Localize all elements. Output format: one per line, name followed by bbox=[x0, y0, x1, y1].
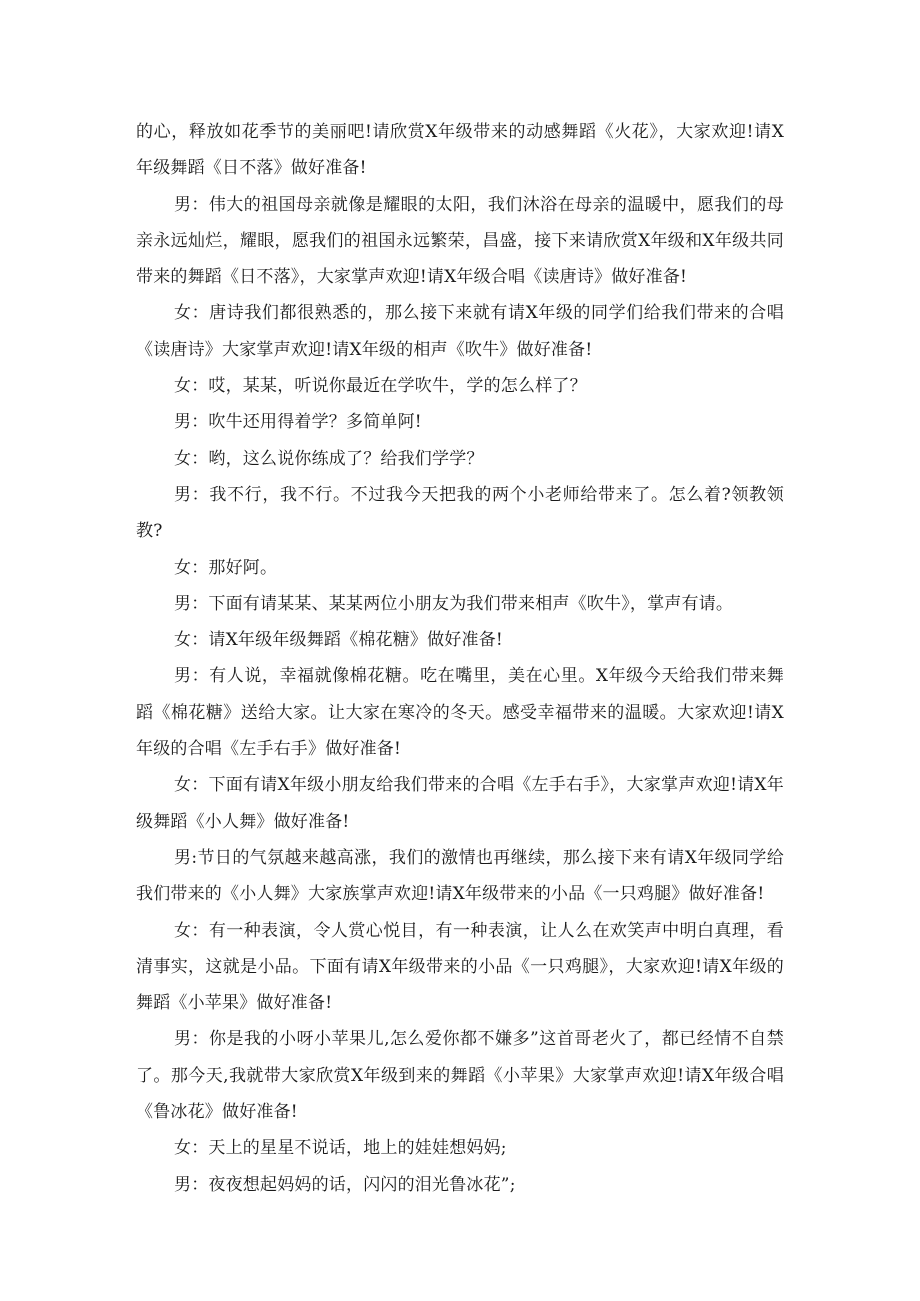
paragraph-13: 女：有一种表演，令人赏心悦目，有一种表演，让人么在欢笑声中明白真理，看清事实，这就是小品。下面有请X年级带来的小品《一只鸡腿》，大家欢迎!请X年级的舞蹈《小苹果》做好准备! bbox=[136, 920, 784, 1014]
paragraph-7: 女：那好阿。 bbox=[174, 557, 278, 578]
paragraph-3: 女：哎，某某，听说你最近在学吹牛，学的怎么样了？ bbox=[174, 376, 587, 397]
paragraph-14: 男：你是我的小呀小苹果儿,怎么爱你都不嫌多”这首哥老火了，都已经情不自禁了。那今天,我就带大家欣赏X年级到来的舞蹈《小苹果》大家掌声欢迎!请X年级合唱《鲁冰花》做好准备! bbox=[136, 1029, 784, 1123]
paragraph-15: 女：天上的星星不说话，地上的娃娃想妈妈; bbox=[174, 1138, 507, 1159]
paragraph-10: 男：有人说，幸福就像棉花糖。吃在嘴里，美在心里。X年级今天给我们带来舞蹈《棉花糖》送给大家。让大家在寒冷的冬天。感受幸福带来的温暖。大家欢迎!请X年级的合唱《左手右手》做好准备! bbox=[136, 666, 784, 760]
paragraph-5: 女：哟，这么说你练成了？给我们学学？ bbox=[174, 448, 484, 469]
paragraph-8: 男：下面有请某某、某某两位小朋友为我们带来相声《吹牛》，掌声有请。 bbox=[174, 593, 734, 614]
paragraph-2: 女：唐诗我们都很熟悉的，那么接下来就有请X年级的同学们给我们带来的合唱《读唐诗》大家掌声欢迎!请X年级的相声《吹牛》做好准备! bbox=[136, 303, 784, 360]
document-body bbox=[136, 114, 784, 1203]
paragraph-0: 的心，释放如花季节的美丽吧!请欣赏X年级带来的动感舞蹈《火花》，大家欢迎!请X年级舞蹈《日不落》做好准备! bbox=[136, 122, 784, 179]
paragraph-4: 男：吹牛还用得着学？多简单阿! bbox=[174, 412, 422, 433]
paragraph-1: 男：伟大的祖国母亲就像是耀眼的太阳，我们沐浴在母亲的温暖中，愿我们的母亲永远灿烂，耀眼，愿我们的祖国永远繁荣，昌盛，接下来请欣赏X年级和X年级共同带来的舞蹈《日不落》，大家掌声欢迎!请X年级合唱《读唐诗》做好准备! bbox=[136, 194, 784, 288]
paragraph-9: 女：请X年级年级舞蹈《棉花糖》做好准备! bbox=[174, 630, 503, 651]
paragraph-11: 女：下面有请X年级小朋友给我们带来的合唱《左手右手》，大家掌声欢迎!请X年级舞蹈《小人舞》做好准备! bbox=[136, 775, 784, 832]
paragraph-6: 男：我不行，我不行。不过我今天把我的两个小老师给带来了。怎么着?领教领教? bbox=[136, 484, 784, 542]
paragraph-12: 男:节日的气氛越来越高涨，我们的激情也再继续，那么接下来有请X年级同学给我们带来的《小人舞》大家族掌声欢迎!请X年级带来的小品《一只鸡腿》做好准备! bbox=[136, 847, 784, 905]
paragraph-16: 男：夜夜想起妈妈的话，闪闪的泪光鲁冰花”; bbox=[174, 1174, 516, 1195]
